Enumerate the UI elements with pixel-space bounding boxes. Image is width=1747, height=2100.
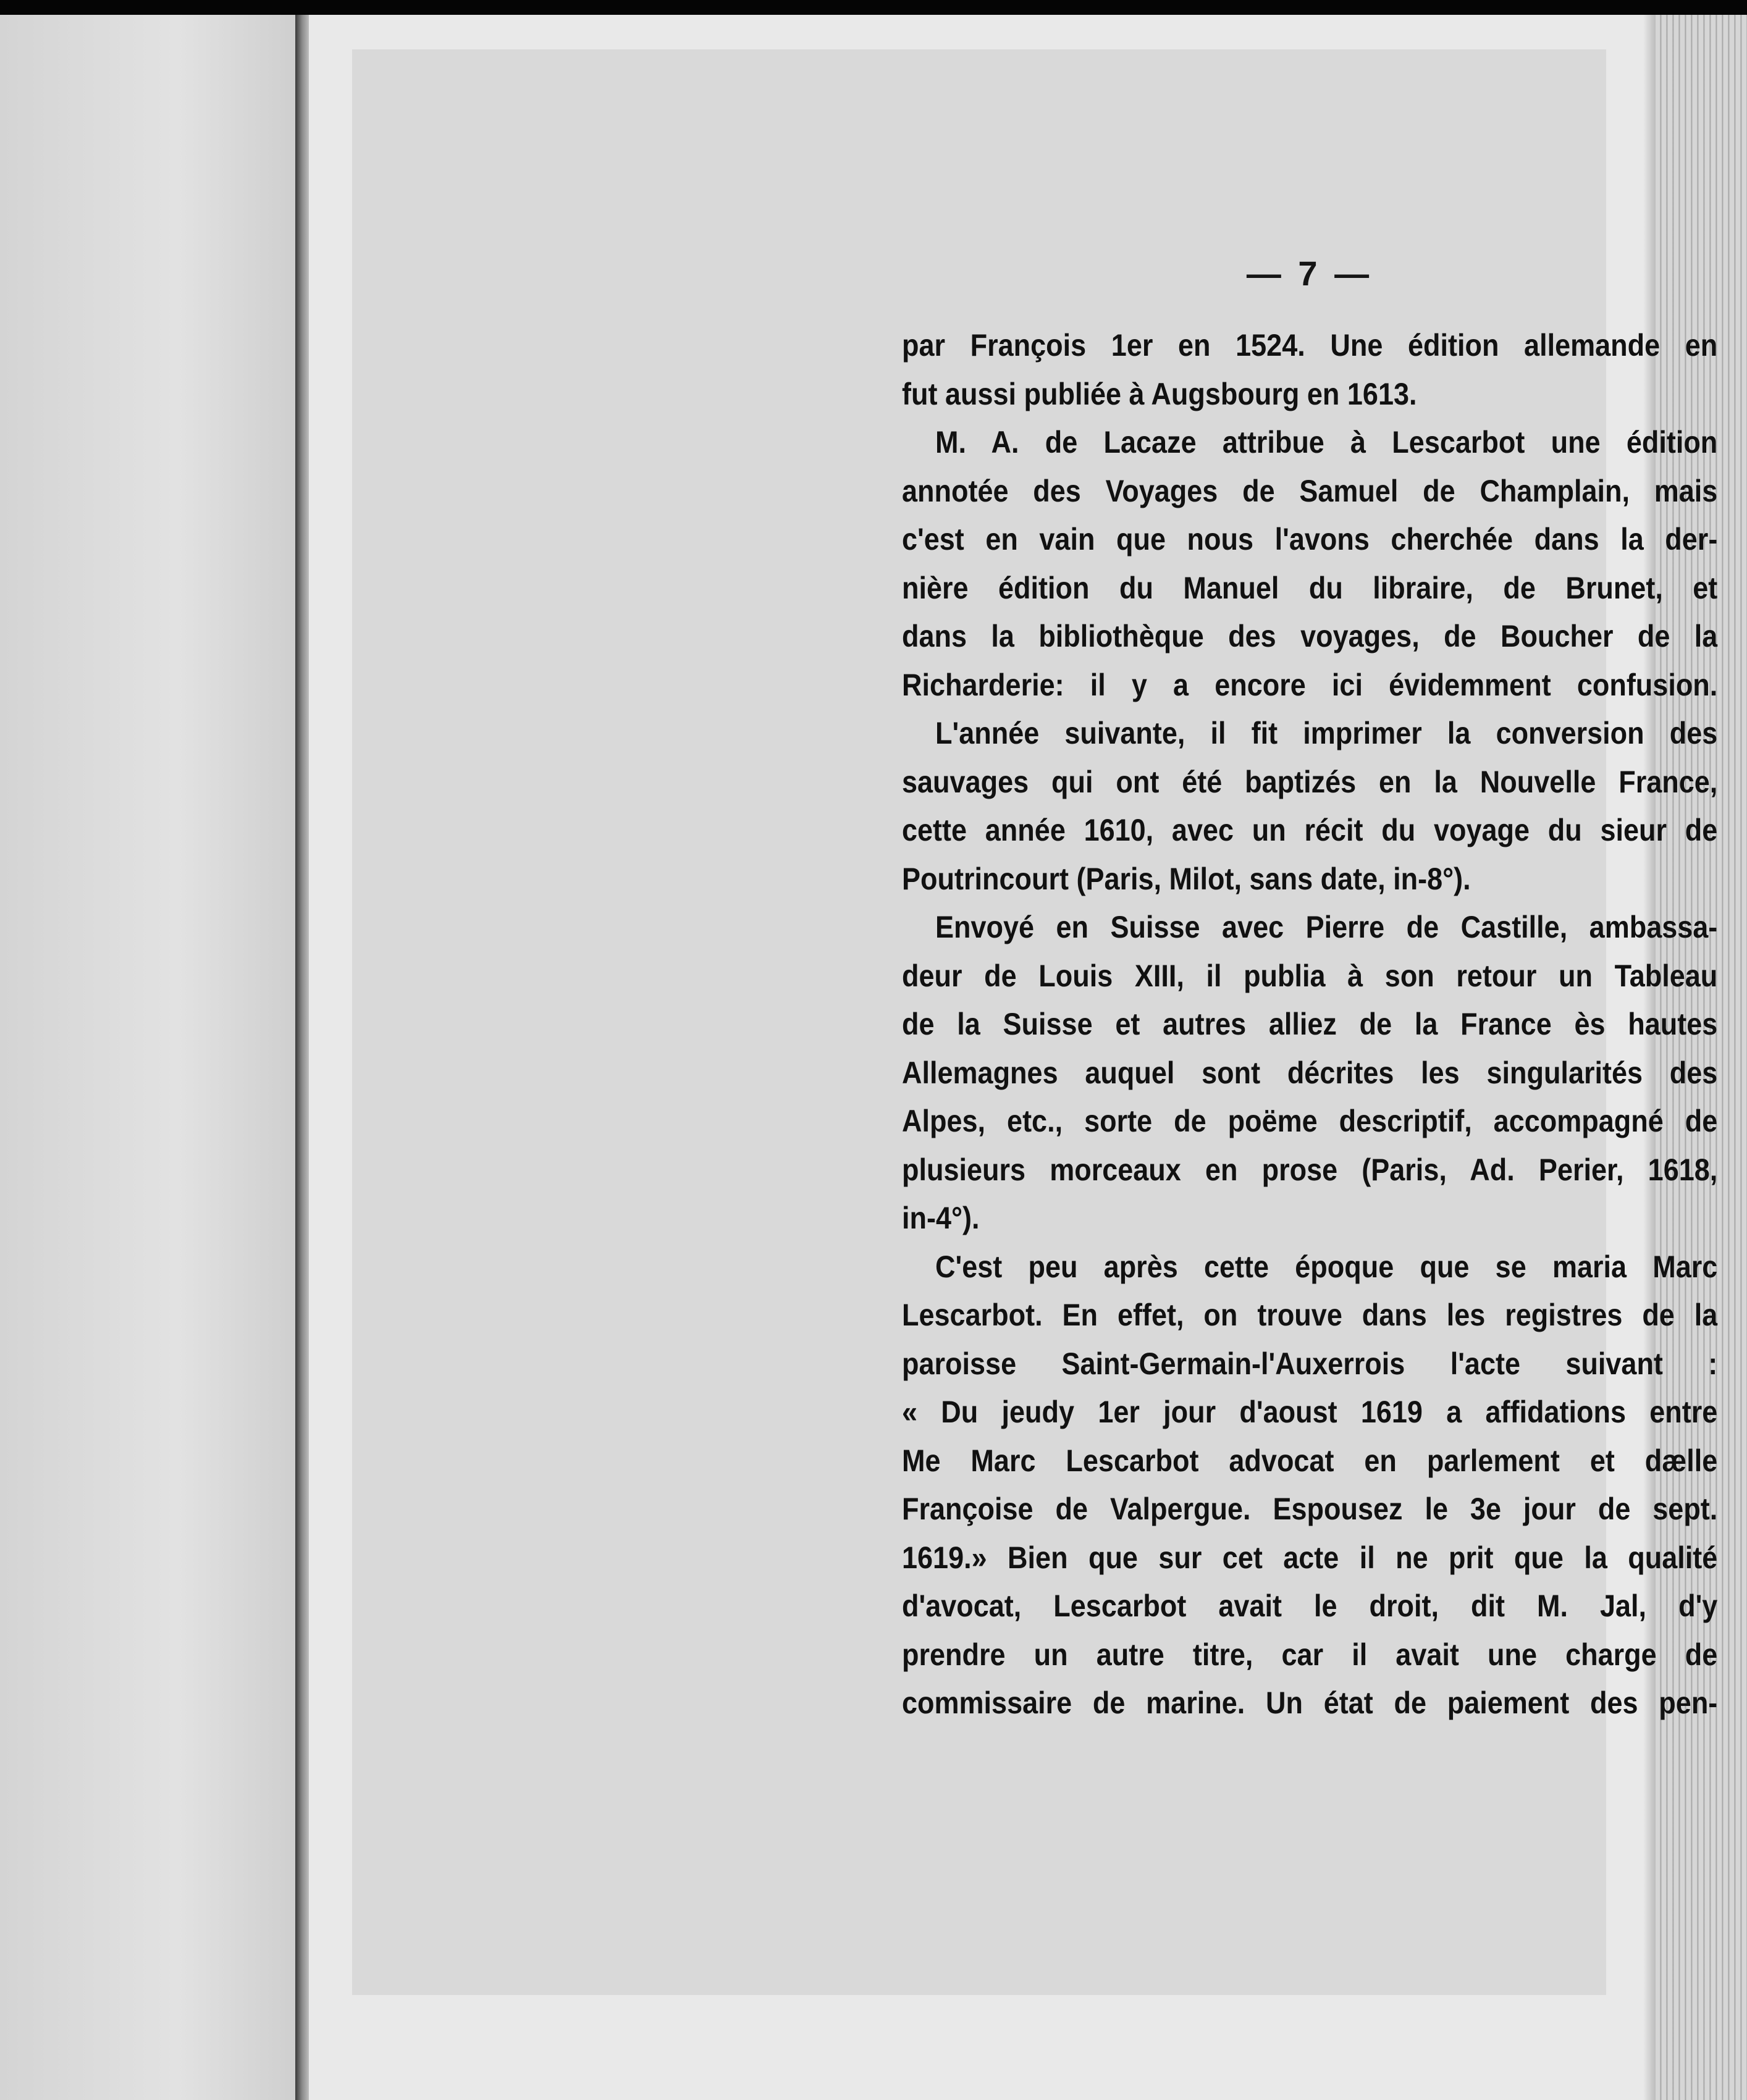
text-line: deur de Louis XIII, il publia à son retour un Tableau: [902, 958, 1718, 993]
text-line: Envoyé en Suisse avec Pierre de Castille, ambassa-: [935, 910, 1718, 944]
text-line: commissaire de marine. Un état de paiement des pen-: [902, 1686, 1718, 1720]
text-line: nière édition du Manuel du libraire, de Brunet, et: [902, 570, 1718, 605]
text-line: plusieurs morceaux en prose (Paris, Ad. Perier, 1618,: [902, 1152, 1718, 1187]
text-line: prendre un autre titre, car il avait une charge de: [902, 1637, 1718, 1672]
text-line: Françoise de Valpergue. Espousez le 3e jour de sept.: [902, 1492, 1718, 1526]
text-line: cette année 1610, avec un récit du voyage du sieur de: [902, 813, 1718, 847]
text-line: Alpes, etc., sorte de poëme descriptif, accompagné de: [902, 1104, 1718, 1138]
text-line: « Du jeudy 1er jour d'aoust 1619 a affidations entre: [902, 1395, 1718, 1429]
left-page-blank: [0, 15, 295, 2100]
text-line: fut aussi publiée à Augsbourg en 1613.: [902, 376, 1417, 411]
print-area: [352, 49, 1718, 1995]
text-line: Richarderie: il y a encore ici évidemment confusion.: [902, 667, 1718, 702]
text-line: Lescarbot. En effet, on trouve dans les registres de la: [902, 1298, 1718, 1332]
text-line: dans la bibliothèque des voyages, de Boucher de la: [902, 619, 1718, 653]
text-line: par François 1er en 1524. Une édition allemande en: [902, 328, 1718, 363]
text-line: d'avocat, Lescarbot avait le droit, dit M. Jal, d'y: [902, 1589, 1718, 1623]
film-edge: [0, 0, 1747, 15]
text-line: M. A. de Lacaze attribue à Lescarbot une édition: [935, 425, 1718, 460]
text-line: sauvages qui ont été baptizés en la Nouvelle France,: [902, 764, 1718, 799]
text-line: C'est peu après cette époque que se maria Marc: [935, 1249, 1718, 1284]
text-line: paroisse Saint-Germain-l'Auxerrois l'acte suivant :: [902, 1346, 1718, 1381]
text-line: 1619.» Bien que sur cet acte il ne prit que la qualité: [902, 1540, 1718, 1575]
text-line: Poutrincourt (Paris, Milot, sans date, in-8°).: [902, 861, 1471, 896]
text-line: annotée des Voyages de Samuel de Champlain, mais: [902, 473, 1718, 508]
body-text: [902, 321, 1717, 1728]
text-line: Me Marc Lescarbot advocat en parlement et dælle: [902, 1443, 1718, 1478]
page-number: — 7 —: [1246, 254, 1373, 293]
book-gutter: [295, 15, 309, 2100]
text-line: L'année suivante, il fit imprimer la conversion des: [935, 716, 1718, 750]
text-line: in-4°).: [902, 1201, 980, 1235]
text-line: de la Suisse et autres alliez de la France ès hautes: [902, 1007, 1718, 1041]
text-line: Allemagnes auquel sont décrites les singularités des: [902, 1055, 1718, 1090]
text-line: c'est en vain que nous l'avons cherchée dans la der-: [902, 522, 1718, 556]
